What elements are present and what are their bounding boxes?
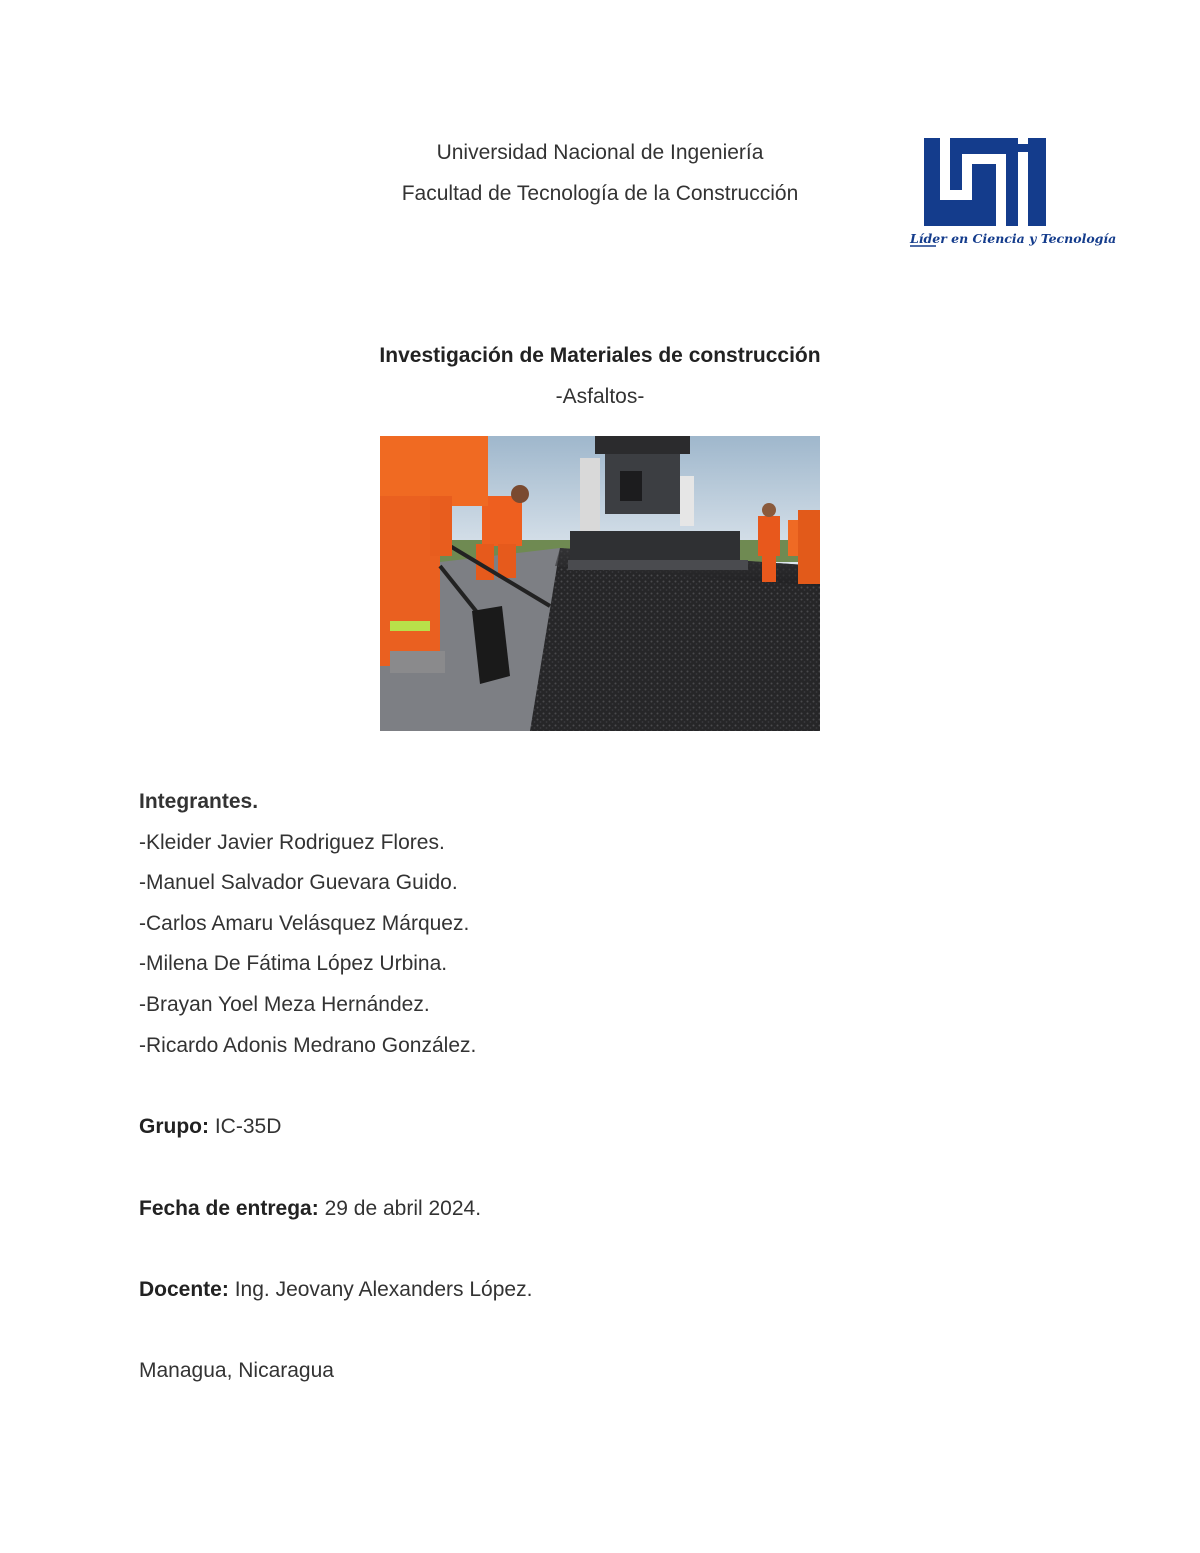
member-item: -Brayan Yoel Meza Hernández.	[139, 993, 430, 1016]
document-subtitle: -Asfaltos-	[555, 385, 645, 408]
document-title: Investigación de Materiales de construcción	[379, 344, 821, 367]
teacher-line	[139, 1276, 532, 1304]
asphalt-paving-photo	[380, 436, 820, 731]
due-date-value: 29 de abril 2024.	[324, 1197, 482, 1220]
group-value: IC-35D	[214, 1115, 282, 1138]
group-line	[139, 1113, 281, 1141]
uni-logo-graphic	[906, 132, 1117, 254]
teacher-label: Docente	[139, 1278, 222, 1301]
group-separator: :	[202, 1115, 209, 1138]
member-item: -Ricardo Adonis Medrano González.	[139, 1034, 477, 1057]
university-name: Universidad Nacional de Ingeniería	[436, 141, 764, 164]
group-label: Grupo	[139, 1115, 202, 1138]
location: Managua, Nicaragua	[139, 1359, 334, 1382]
members-heading: Integrantes.	[139, 790, 259, 813]
teacher-value: Ing. Jeovany Alexanders López.	[234, 1278, 533, 1301]
member-item: -Kleider Javier Rodriguez Flores.	[139, 831, 445, 854]
uni-logo	[906, 132, 1117, 254]
due-date-label: Fecha de entrega	[139, 1197, 312, 1220]
faculty-name: Facultad de Tecnología de la Construcción	[401, 182, 799, 205]
member-item: -Milena De Fátima López Urbina.	[139, 952, 448, 975]
member-item: -Manuel Salvador Guevara Guido.	[139, 871, 458, 894]
due-date-separator: :	[311, 1197, 319, 1220]
teacher-separator: :	[221, 1278, 229, 1301]
member-item: -Carlos Amaru Velásquez Márquez.	[139, 912, 470, 935]
due-date-line	[139, 1195, 481, 1223]
logo-tagline: Líder en Ciencia y Tecnología	[910, 231, 1117, 246]
